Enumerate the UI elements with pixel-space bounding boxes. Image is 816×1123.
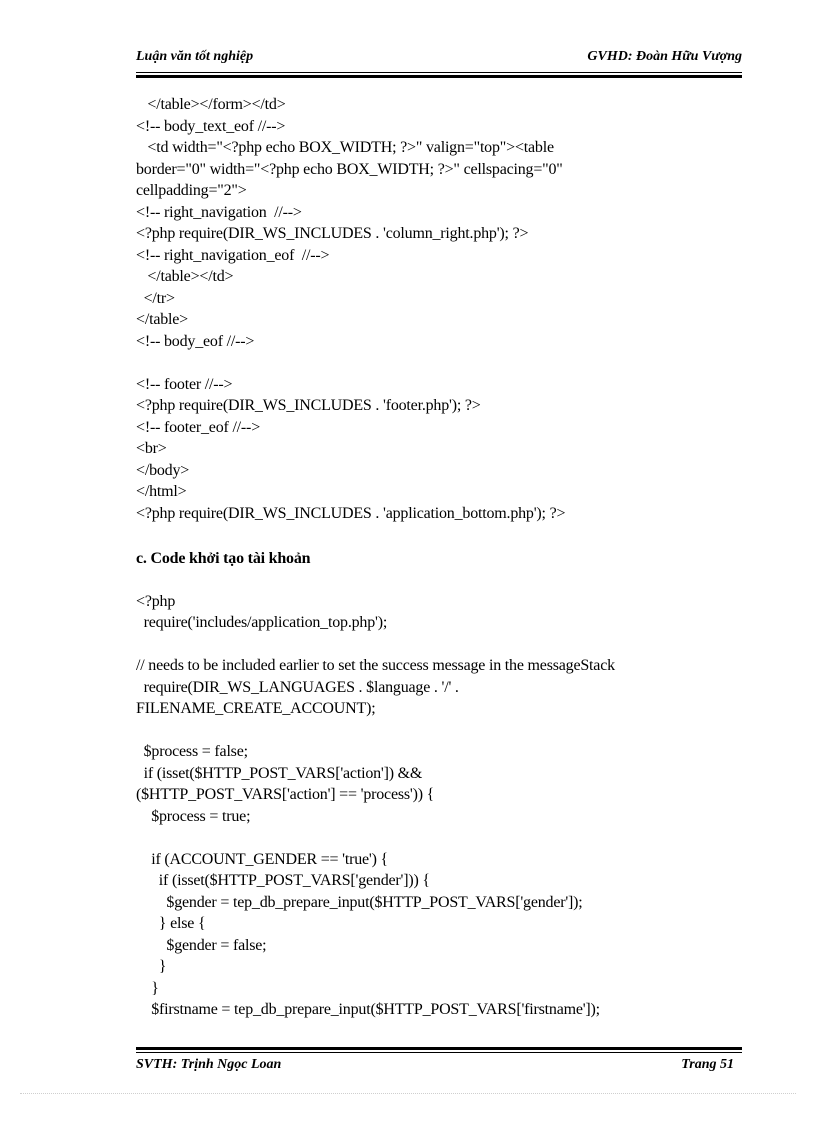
code-block-create-account — [136, 591, 742, 1021]
code-line — [136, 634, 742, 656]
code-line: } — [136, 979, 159, 997]
code-line — [136, 827, 742, 849]
code-block-page-footer — [136, 94, 742, 524]
header-rule — [136, 72, 742, 78]
code-line: if (isset($HTTP_POST_VARS['action']) && — [136, 764, 423, 782]
code-line: <!-- body_text_eof //--> — [136, 117, 286, 135]
code-line: if (ACCOUNT_GENDER == 'true') { — [136, 850, 389, 868]
code-line: <br> — [136, 440, 167, 457]
code-line: require('includes/application_top.php'); — [136, 614, 388, 631]
code-line: </tr> — [136, 289, 175, 307]
code-line: $gender = false; — [136, 936, 267, 954]
code-line: <!-- right_navigation_eof //--> — [136, 246, 330, 264]
code-line: </table> — [136, 311, 188, 328]
code-line: <?php require(DIR_WS_INCLUDES . 'application_bottom.php'); ?> — [136, 504, 566, 522]
code-line: </body> — [136, 461, 190, 479]
code-line: $firstname = tep_db_prepare_input($HTTP_POST_VARS['firstname']); — [136, 1001, 600, 1018]
code-line: </html> — [136, 483, 187, 500]
code-line — [136, 352, 742, 374]
code-line: FILENAME_CREATE_ACCOUNT); — [136, 700, 376, 717]
code-line — [136, 720, 742, 742]
header-supervisor: GVHD: Đoàn Hữu Vượng — [587, 49, 742, 64]
code-line: cellpadding="2"> — [136, 182, 247, 199]
code-line: <?php require(DIR_WS_INCLUDES . 'footer.php'); ?> — [136, 397, 481, 414]
code-line: <?php require(DIR_WS_INCLUDES . 'column_right.php'); ?> — [136, 225, 529, 242]
code-line: // needs to be included earlier to set the success message in the messageStack — [136, 657, 615, 674]
footer-rule — [136, 1047, 742, 1053]
code-line: <?php — [136, 592, 176, 610]
section-heading: c. Code khởi tạo tài khoản — [136, 549, 311, 567]
footer-student: SVTH: Trịnh Ngọc Loan — [136, 1057, 282, 1072]
code-line: <!-- footer_eof //--> — [136, 418, 261, 436]
header-thesis-title: Luận văn tốt nghiệp — [136, 49, 254, 64]
code-line: $process = true; — [136, 807, 251, 825]
page-content — [136, 94, 742, 1021]
code-line: </table></form></td> — [136, 96, 286, 113]
footer-page-number: Trang 51 — [681, 1057, 734, 1072]
code-line: $process = false; — [136, 743, 248, 760]
code-line: ($HTTP_POST_VARS['action'] == 'process')) { — [136, 786, 435, 803]
code-line: require(DIR_WS_LANGUAGES . $language . '/' . — [136, 678, 459, 696]
code-line: <td width="<?php echo BOX_WIDTH; ?>" valign="top"><table — [136, 139, 554, 156]
code-line: <!-- footer //--> — [136, 375, 233, 393]
code-line: border="0" width="<?php echo BOX_WIDTH; ?>" cellspacing="0" — [136, 160, 563, 178]
code-line: <!-- body_eof //--> — [136, 332, 255, 350]
code-line: } — [136, 958, 167, 975]
code-line: </table></td> — [136, 268, 234, 285]
code-line: if (isset($HTTP_POST_VARS['gender'])) { — [136, 872, 430, 889]
page-edge-divider — [20, 1093, 796, 1094]
code-line: <!-- right_navigation //--> — [136, 203, 302, 221]
code-line: } else { — [136, 915, 206, 932]
code-line: $gender = tep_db_prepare_input($HTTP_POST_VARS['gender']); — [136, 893, 583, 911]
